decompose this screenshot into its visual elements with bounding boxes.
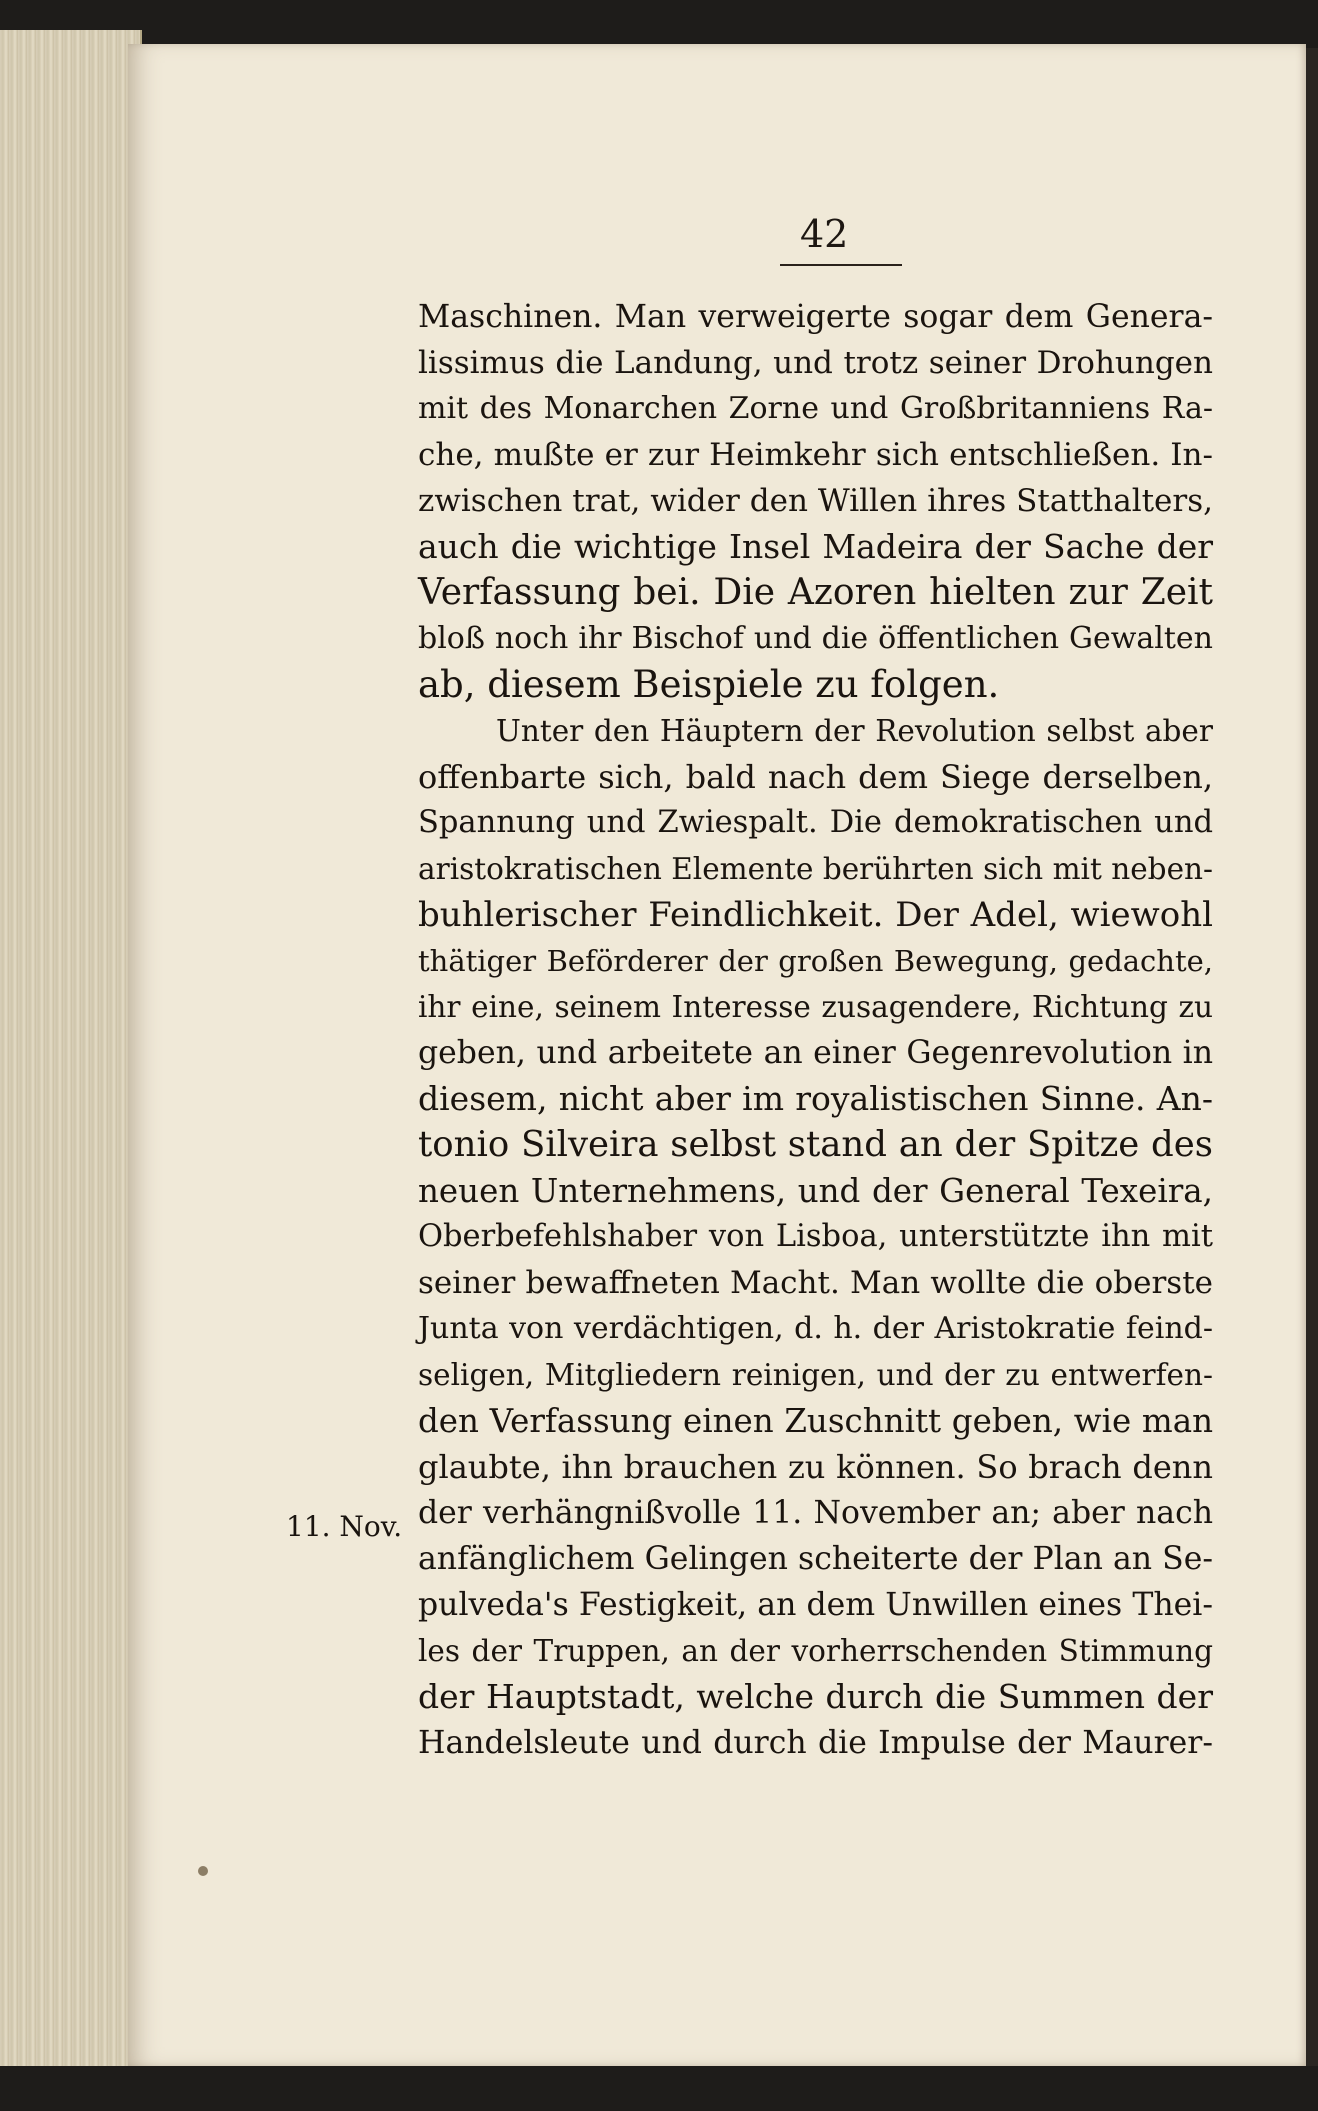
text-line: Spannung und Zwiespalt. Die demokratischen und — [418, 805, 1213, 840]
page-number: 42 — [800, 212, 849, 256]
scan-background-bottom — [0, 2066, 1318, 2111]
text-line: neuen Unternehmens, und der General Texeira, — [418, 1172, 1213, 1210]
text-line: seiner bewaffneten Macht. Man wollte die oberste — [418, 1265, 1213, 1301]
text-line: mit des Monarchen Zorne und Großbritanniens Ra- — [418, 391, 1213, 426]
text-line: der verhängnißvolle 11. November an; aber nach — [418, 1495, 1213, 1531]
text-line: anfänglichem Gelingen scheiterte der Plan an Se- — [418, 1541, 1213, 1577]
text-line: Verfassung bei. Die Azoren hielten zur Zeit — [418, 572, 1213, 613]
text-line: Unter den Häuptern der Revolution selbst aber — [496, 714, 1213, 748]
page-edge-stack — [0, 30, 142, 2075]
text-line: buhlerischer Feindlichkeit. Der Adel, wiewohl — [418, 895, 1213, 935]
text-line: glaubte, ihn brauchen zu können. So brach denn — [418, 1448, 1213, 1486]
paper-speck — [198, 1866, 208, 1876]
text-line: Handelsleute und durch die Impulse der Maurer- — [418, 1725, 1213, 1761]
text-line: Oberbefehlshaber von Lisboa, unterstützte ihn mit — [418, 1219, 1213, 1254]
text-line: lissimus die Landung, und trotz seiner Drohungen — [418, 345, 1213, 381]
text-line: ihr eine, seinem Interesse zusagendere, Richtung zu — [418, 990, 1213, 1024]
body-text — [418, 294, 1213, 1766]
text-line: Maschinen. Man verweigerte sogar dem Genera- — [418, 299, 1213, 335]
margin-note: 11. Nov. — [286, 1510, 403, 1543]
text-line: diesem, nicht aber im royalistischen Sinne. An- — [418, 1079, 1213, 1118]
text-line: aristokratischen Elemente berührten sich mit neben- — [418, 852, 1213, 886]
text-line: geben, und arbeitete an einer Gegenrevolution in — [418, 1035, 1213, 1071]
text-line: der Hauptstadt, welche durch die Summen der — [418, 1677, 1213, 1716]
text-line: che, mußte er zur Heimkehr sich entschließen. In- — [418, 437, 1213, 473]
text-line: les der Truppen, an der vorherrschenden Stimmung — [418, 1634, 1213, 1668]
text-line: zwischen trat, wider den Willen ihres Statthalters, — [418, 483, 1213, 519]
text-line: pulveda's Festigkeit, an dem Unwillen eines Thei- — [418, 1587, 1213, 1623]
text-line: auch die wichtige Insel Madeira der Sache der — [418, 527, 1213, 566]
text-line: den Verfassung einen Zuschnitt geben, wie man — [418, 1402, 1213, 1440]
text-line: tonio Silveira selbst stand an der Spitze des — [418, 1124, 1213, 1165]
page-number-rule — [780, 264, 902, 266]
text-line: bloß noch ihr Bischof und die öffentlichen Gewalten — [418, 621, 1213, 656]
text-line: ab, diesem Beispiele zu folgen. — [418, 663, 1000, 706]
scan-background-top — [0, 0, 1318, 48]
text-line: thätiger Beförderer der großen Bewegung, gedachte, — [418, 944, 1213, 978]
text-line: seligen, Mitgliedern reinigen, und der zu entwerfen- — [418, 1358, 1213, 1392]
text-line: offenbarte sich, bald nach dem Siege derselben, — [418, 758, 1213, 796]
text-line: Junta von verdächtigen, d. h. der Aristokratie feind- — [418, 1311, 1213, 1346]
